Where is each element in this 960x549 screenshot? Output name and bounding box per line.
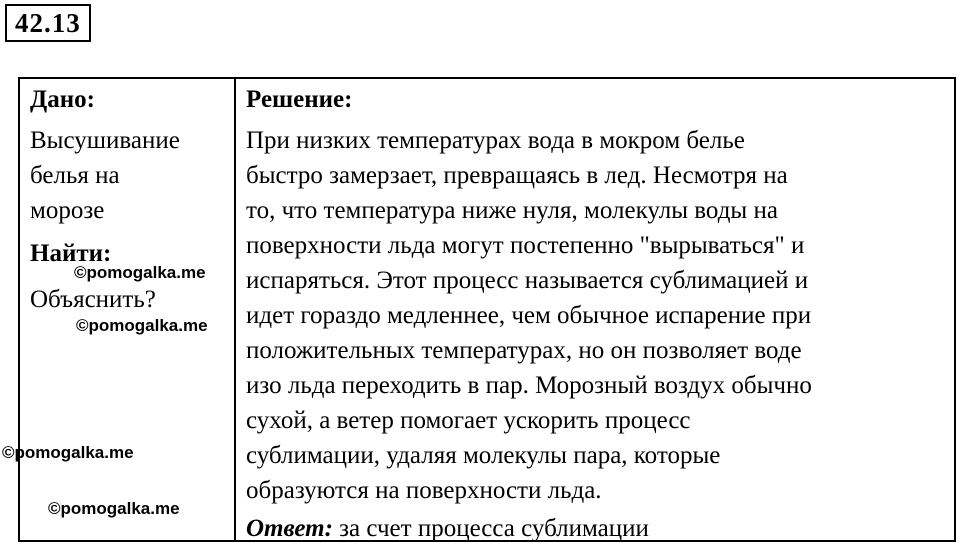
given-line: белья на bbox=[30, 162, 120, 189]
solution-line: испаряться. Этот процесс называется сублимацией и bbox=[246, 267, 809, 294]
given-column bbox=[20, 79, 236, 540]
solution-line: изо льда переходить в пар. Морозный воздух обычно bbox=[246, 372, 812, 399]
given-heading: Дано: bbox=[30, 86, 95, 113]
watermark: ©pomogalka.me bbox=[74, 263, 206, 282]
solution-line: сухой, а ветер помогает ускорить процесс bbox=[246, 407, 691, 434]
watermark: ©pomogalka.me bbox=[76, 316, 208, 335]
answer-line bbox=[246, 511, 649, 546]
solution-line: При низких температурах вода в мокром белье bbox=[246, 127, 745, 154]
solution-line: образуются на поверхности льда. bbox=[246, 477, 602, 504]
solution-line: идет гораздо медленнее, чем обычное испарение при bbox=[246, 302, 812, 329]
given-text bbox=[30, 123, 234, 228]
watermark: ©pomogalka.me bbox=[2, 443, 134, 462]
solution-line: то, что температура ниже нуля, молекулы воды на bbox=[246, 197, 778, 224]
solution-heading: Решение: bbox=[246, 86, 353, 113]
given-line: Высушивание bbox=[30, 127, 180, 154]
solution-line: быстро замерзает, превращаясь в лед. Несмотря на bbox=[246, 162, 788, 189]
find-heading: Найти: bbox=[30, 240, 112, 267]
solution-table bbox=[18, 77, 956, 542]
problem-number: 42.13 bbox=[5, 4, 91, 42]
given-line: морозе bbox=[30, 197, 105, 224]
solution-line: поверхности льда могут постепенно "вырываться" и bbox=[246, 232, 805, 259]
answer-label: Ответ: bbox=[246, 515, 333, 542]
solution-text bbox=[246, 123, 946, 508]
answer-text: за счет процесса сублимации bbox=[332, 515, 649, 542]
watermark: ©pomogalka.me bbox=[48, 499, 180, 518]
solution-line: сублимации, удаляя молекулы пара, которые bbox=[246, 442, 721, 469]
solution-column bbox=[236, 79, 954, 540]
find-text: Объяснить? bbox=[30, 286, 156, 313]
solution-line: положительных температурах, но он позволяет воде bbox=[246, 337, 802, 364]
